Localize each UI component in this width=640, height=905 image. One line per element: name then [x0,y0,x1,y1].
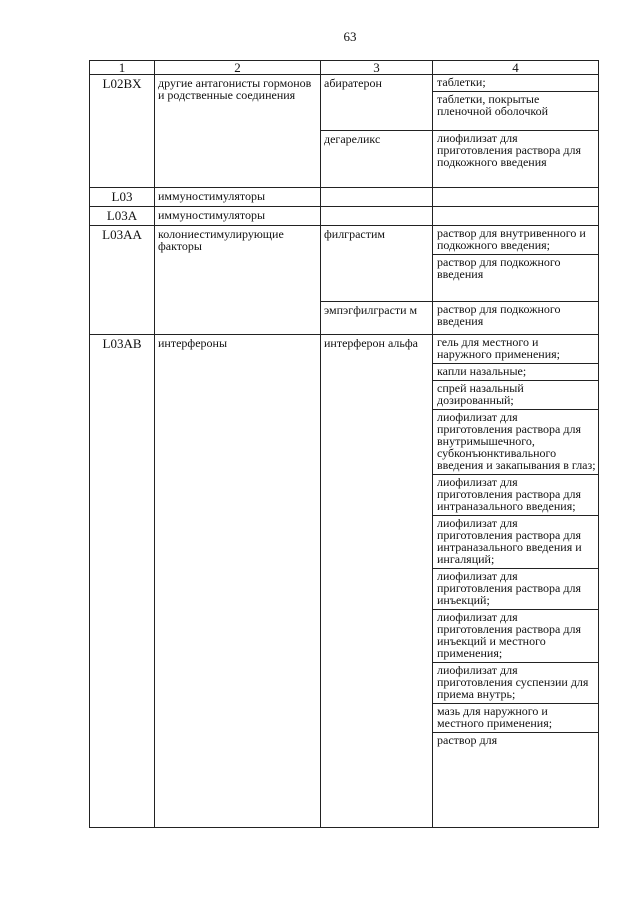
atc-code: L02BX [90,75,155,188]
dosage-form: лиофилизат для приготовления раствора для внутримышечного, субконъюнктивального введения и закапывания в глаз; [433,409,598,474]
empty-cell [321,188,433,207]
dosage-form: лиофилизат для приготовления суспензии для приема внутрь; [433,662,598,703]
empty-cell [433,188,599,207]
dosage-forms-cell [433,75,599,131]
drug-registry-table [89,60,599,828]
column-header: 4 [433,61,599,75]
drug-name: филграстим [321,226,433,302]
dosage-forms-cell [433,302,599,335]
dosage-form: гель для местного и наружного применения; [437,335,560,361]
column-header: 2 [155,61,321,75]
dosage-forms-cell [433,335,599,828]
dosage-forms-cell [433,131,599,188]
atc-code: L03A [90,207,155,226]
drug-name: абиратерон [321,75,433,131]
atc-code: L03AA [90,226,155,335]
dosage-form: раствор для подкожного введения [437,302,561,328]
group-name: другие антагонисты гормонов и родственные соединения [155,75,321,188]
atc-code: L03AB [90,335,155,828]
column-header: 3 [321,61,433,75]
dosage-form: таблетки, покрытые пленочной оболочкой [433,91,598,120]
drug-name: эмпэгфилграсти м [321,302,433,335]
group-name: колониестимулирующие факторы [155,226,321,335]
empty-cell [321,207,433,226]
page-number: 63 [343,29,357,44]
table-row [90,207,599,226]
dosage-form: раствор для [433,732,598,749]
dosage-form: лиофилизат для приготовления раствора для интраназального введения и ингаляций; [433,515,598,568]
dosage-form: лиофилизат для приготовления раствора для инъекций и местного применения; [433,609,598,662]
table-row [90,335,599,828]
dosage-form: раствор для подкожного введения [433,254,598,283]
dosage-form: лиофилизат для приготовления раствора для подкожного введения [437,131,581,169]
group-name: иммуностимуляторы [155,188,321,207]
column-header: 1 [90,61,155,75]
dosage-form: раствор для внутривенного и подкожного введения; [437,226,586,252]
table-row [90,226,599,302]
drug-name: интерферон альфа [321,335,433,828]
dosage-form: спрей назальный дозированный; [433,380,598,409]
dosage-form: лиофилизат для приготовления раствора для инъекций; [433,568,598,609]
table-row [90,188,599,207]
atc-code: L03 [90,188,155,207]
drug-name: дегареликс [321,131,433,188]
dosage-forms-cell [433,226,599,302]
table-row [90,75,599,131]
table-header-row [90,61,599,75]
empty-cell [433,207,599,226]
group-name: интерфероны [155,335,321,828]
group-name: иммуностимуляторы [155,207,321,226]
dosage-form: лиофилизат для приготовления раствора для интраназального введения; [433,474,598,515]
dosage-form: капли назальные; [433,363,598,380]
dosage-form: таблетки; [437,75,486,89]
dosage-form: мазь для наружного и местного применения; [433,703,598,732]
